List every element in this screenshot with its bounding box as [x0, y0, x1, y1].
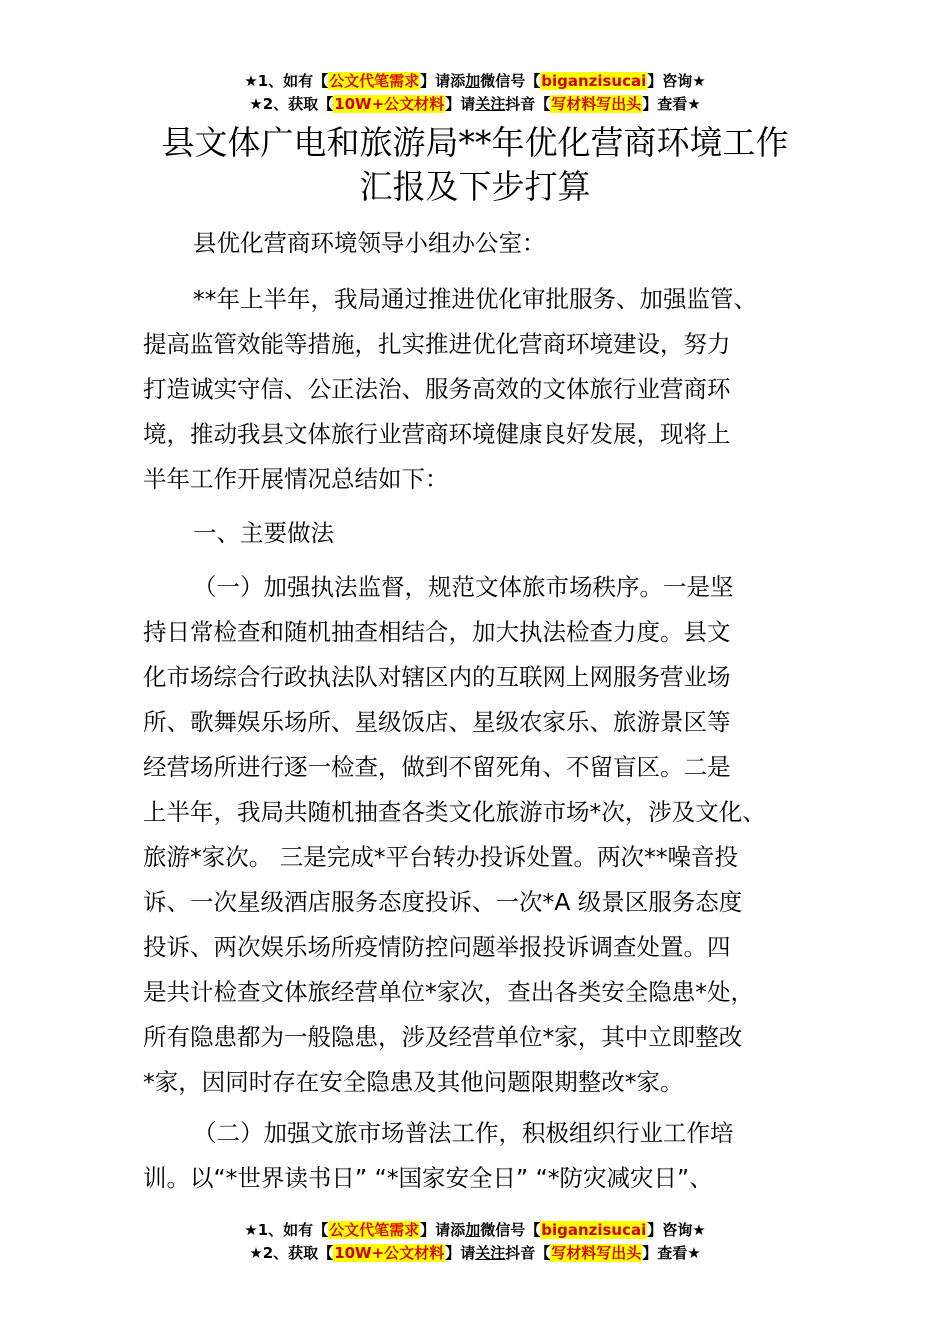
douyin-id-highlight: 写材料写出头	[551, 95, 642, 113]
paragraph-line: 经营场所进行逐一检查，做到不留死角、不留盲区。二是	[143, 753, 731, 781]
paragraph-line: 投诉、两次娱乐场所疫情防控问题举报投诉调查处置。四	[143, 933, 731, 961]
document-title-line-1: 县文体广电和旅游局**年优化营商环境工作	[161, 123, 789, 162]
paragraph-line: 上半年，我局共随机抽查各类文化旅游市场*次，涉及文化、	[143, 798, 766, 826]
salutation	[143, 221, 835, 266]
banner-text: 关注	[475, 1244, 506, 1262]
banner-line-1	[0, 70, 950, 93]
banner-text: 】请添	[420, 72, 466, 90]
paragraph-line: 训。以“*世界读书日” “*国家安全日” “*防灾减灾日”、	[143, 1164, 713, 1192]
paragraph-line: 所、歌舞娱乐场所、星级饭店、星级农家乐、旅游景区等	[143, 708, 731, 736]
intro-paragraph	[143, 277, 835, 502]
banner-line-2	[0, 1242, 950, 1265]
paragraph-line: 是共计检查文体旅经营单位*家次，查出各类安全隐患*处，	[143, 978, 754, 1006]
banner-text: ★1、如有【	[244, 72, 329, 90]
banner-text: 】查看★	[642, 95, 701, 113]
banner-text: 】请	[445, 95, 476, 113]
paragraph-line: **年上半年，我局通过推进优化审批服务、加强监管、	[193, 285, 757, 313]
banner-text: 微信号【	[480, 72, 541, 90]
wechat-id-highlight: biganzisucai	[541, 72, 647, 90]
paragraph-2	[143, 1111, 835, 1201]
banner-highlight: 10W+公文材料	[334, 95, 445, 113]
paragraph-line: 半年工作开展情况总结如下：	[143, 465, 449, 493]
banner-text: 】咨询★	[647, 72, 706, 90]
douyin-id-highlight: 写材料写出头	[551, 1244, 642, 1262]
banner-highlight: 公文代笔需求	[329, 1221, 420, 1239]
paragraph-line: 化市场综合行政执法队对辖区内的互联网上网服务营业场	[143, 663, 731, 691]
paragraph-line: 持日常检查和随机抽查相结合，加大执法检查力度。县文	[143, 618, 731, 646]
banner-text: ★1、如有【	[244, 1221, 329, 1239]
paragraph-line: *家，因同时存在安全隐患及其他问题限期整改*家。	[143, 1068, 684, 1096]
bottom-banner	[0, 1219, 950, 1265]
banner-text: 抖音【	[505, 1244, 551, 1262]
section-heading-text: 一、主要做法	[193, 519, 334, 547]
paragraph-line: 所有隐患都为一般隐患，涉及经营单位*家，其中立即整改	[143, 1023, 743, 1051]
banner-text: 关注	[475, 95, 506, 113]
paragraph-line: 境，推动我县文体旅行业营商环境健康良好发展，现将上	[143, 420, 731, 448]
banner-text: 】查看★	[642, 1244, 701, 1262]
banner-text: 加	[465, 1221, 481, 1239]
paragraph-line: 旅游*家次。 三是完成*平台转办投诉处置。两次**噪音投	[143, 843, 738, 871]
salutation-text: 县优化营商环境领导小组办公室：	[193, 229, 546, 257]
banner-text: 微信号【	[480, 1221, 541, 1239]
top-banner	[0, 70, 950, 116]
banner-text: ★2、获取【	[249, 1244, 334, 1262]
document-title-line-2: 汇报及下步打算	[359, 167, 591, 206]
paragraph-line: （二）加强文旅市场普法工作，积极组织行业工作培	[193, 1119, 734, 1147]
banner-line-2	[0, 93, 950, 116]
banner-text: 】请添	[420, 1221, 466, 1239]
banner-text: 抖音【	[505, 95, 551, 113]
banner-text: ★2、获取【	[249, 95, 334, 113]
paragraph-line: 打造诚实守信、公正法治、服务高效的文体旅行业营商环	[143, 375, 731, 403]
section-heading	[143, 511, 835, 556]
banner-highlight: 公文代笔需求	[329, 72, 420, 90]
wechat-id-highlight: biganzisucai	[541, 1221, 647, 1239]
banner-text: 加	[465, 72, 481, 90]
paragraph-line: 提高监管效能等措施，扎实推进优化营商环境建设，努力	[143, 330, 731, 358]
banner-text: 】咨询★	[647, 1221, 706, 1239]
paragraph-line: （一）加强执法监督，规范文体旅市场秩序。一是坚	[193, 573, 734, 601]
banner-text: 】请	[445, 1244, 476, 1262]
paragraph-1	[143, 565, 835, 1105]
paragraph-line: 诉、一次星级酒店服务态度投诉、一次*A 级景区服务态度	[143, 888, 743, 916]
banner-line-1	[0, 1219, 950, 1242]
banner-highlight: 10W+公文材料	[334, 1244, 445, 1262]
